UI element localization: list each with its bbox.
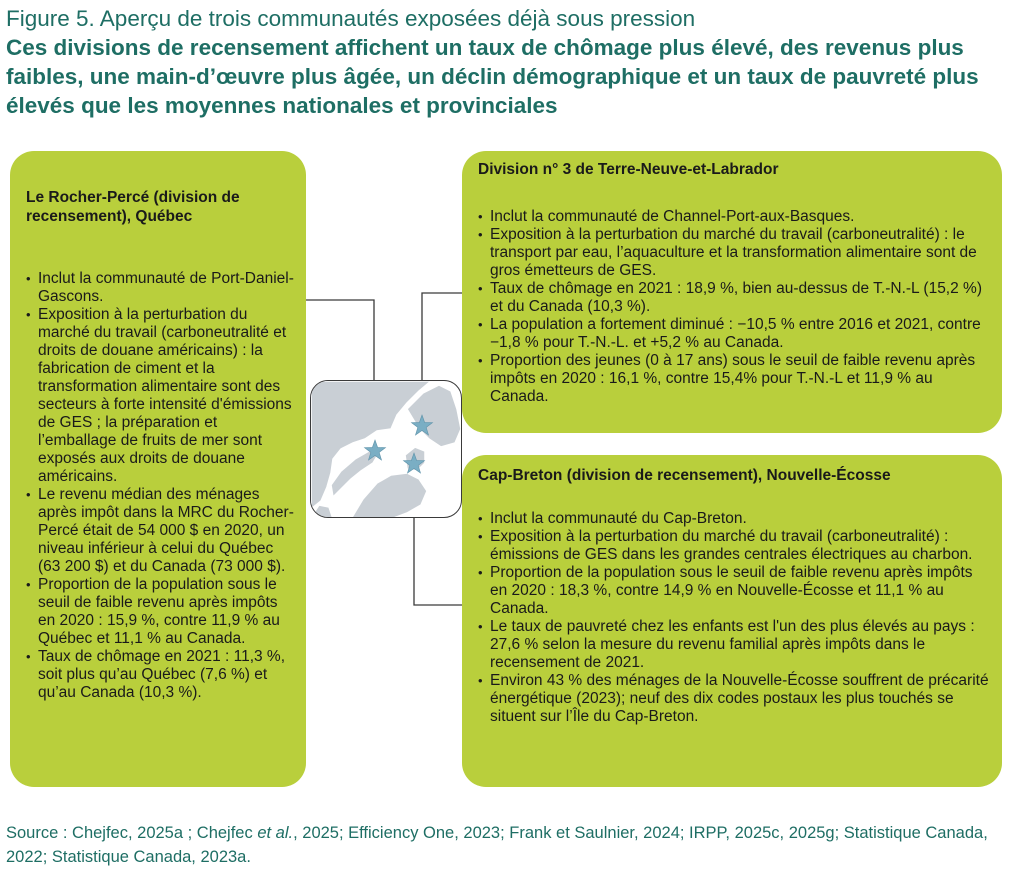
source-text-rest: , 2025; Efficiency One, 2023; Frank et Saulnier, 2024; IRPP, 2025c, 2025g; Statistique Canada, 2022; Statistique Canada, 2023a. bbox=[6, 824, 988, 866]
list-item: • Le taux de pauvreté chez les enfants est l'un des plus élevés au pays : 27,6 % selon la mesure du revenu familial après impôts dans le recensement de 2021. bbox=[478, 618, 990, 672]
list-item: • Proportion de la population sous le seuil de faible revenu après impôts en 2020 : 15,9 %, contre 11,9 % au Québec et 11,1 % au Canada. bbox=[26, 576, 294, 648]
list-item: • Inclut la communauté de Port-Daniel-Gascons. bbox=[26, 270, 294, 306]
list-item: • Exposition à la perturbation du marché du travail (carboneutralité) : le transport par eau, l’aquaculture et la transformation alimentaire sont de gros émetteurs de GES. bbox=[478, 226, 990, 280]
land-maritimes bbox=[351, 473, 427, 518]
map-illustration bbox=[311, 381, 462, 518]
box-cap-breton bbox=[462, 455, 1002, 787]
source-text: Source : Chejfec, 2025a ; Chejfec bbox=[6, 824, 258, 842]
source-note bbox=[6, 821, 1016, 869]
box-heading: Le Rocher-Percé (division de recensement), Québec bbox=[26, 189, 240, 225]
bullet-list bbox=[478, 510, 990, 726]
list-item: • Exposition à la perturbation du marché du travail (carboneutralité) : émissions de GES dans les grandes centrales électriques au charbon. bbox=[478, 528, 990, 564]
list-item: • Proportion des jeunes (0 à 17 ans) sous le seuil de faible revenu après impôts en 2020 : 16,1 %, contre 15,4% pour T.-N.-L et 11,9 % au Canada. bbox=[478, 352, 990, 406]
list-item: • Taux de chômage en 2021 : 18,9 %, bien au-dessus de T.-N.-L (15,2 %) et du Canada (10,3 %). bbox=[478, 280, 990, 316]
bullet-list bbox=[478, 208, 990, 406]
box-terre-neuve bbox=[462, 151, 1002, 433]
list-item: • Taux de chômage en 2021 : 11,3 %, soit plus qu’au Québec (7,6 %) et qu’au Canada (10,3 %). bbox=[26, 648, 294, 702]
list-item: • Le revenu médian des ménages après impôt dans la MRC du Rocher-Percé était de 54 000 $ en 2020, un niveau inférieur à celui du Québec (63 200 $) et du Canada (73 000 $). bbox=[26, 486, 294, 576]
list-item: • La population a fortement diminué : −10,5 % entre 2016 et 2021, contre −1,8 % pour T.-N.-L. et +5,2 % au Canada. bbox=[478, 316, 990, 352]
box-heading: Division n° 3 de Terre-Neuve-et-Labrador bbox=[478, 161, 779, 178]
list-item: • Inclut la communauté de Channel-Port-aux-Basques. bbox=[478, 208, 990, 226]
bullet-list bbox=[26, 270, 294, 702]
figure-title-line: Figure 5. Aperçu de trois communautés exposées déjà sous pression bbox=[6, 6, 696, 31]
list-item: • Proportion de la population sous le seuil de faible revenu après impôts en 2020 : 18,3 %, contre 14,9 % en Nouvelle-Écosse et 11,1 % au Canada. bbox=[478, 564, 990, 618]
list-item: • Environ 43 % des ménages de la Nouvelle-Écosse souffrent de précarité énergétique (2023); neuf des dix codes postaux les plus touchés se situent sur l’Île du Cap-Breton. bbox=[478, 672, 990, 726]
figure-title bbox=[6, 4, 1016, 120]
list-item: • Exposition à la perturbation du marché du travail (carboneutralité et droits de douane américains) : la fabrication de ciment et la transformation alimentaire sont des secteurs à forte intensité d'émissions de GES ; la préparation et l’emballage de fruits de mer sont exposés aux droits de douane américains. bbox=[26, 306, 294, 486]
map-panel bbox=[310, 380, 462, 518]
list-item: • Inclut la communauté du Cap-Breton. bbox=[478, 510, 990, 528]
box-rocher-perce bbox=[10, 151, 306, 787]
box-heading: Cap-Breton (division de recensement), Nouvelle-Écosse bbox=[478, 467, 891, 484]
source-emphasis: et al. bbox=[257, 824, 294, 842]
figure-subtitle: Ces divisions de recensement affichent un taux de chômage plus élevé, des revenus plus faibles, une main-d’œuvre plus âgée, un déclin démographique et un taux de pauvreté plus élevés que les moyennes nationales et provinciales bbox=[6, 35, 979, 118]
